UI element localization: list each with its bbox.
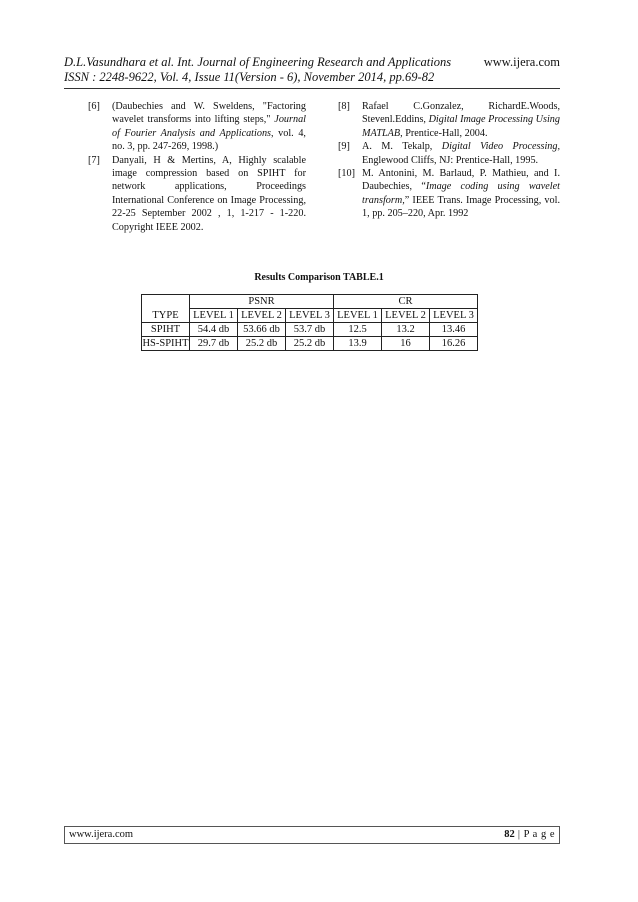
table-cell: 54.4 db: [190, 323, 238, 337]
table-header-level: LEVEL 1: [190, 309, 238, 323]
table-header-cr: CR: [334, 295, 478, 309]
references-left-column: [88, 100, 306, 234]
results-comparison-table: [141, 294, 478, 351]
reference-6: [6] (Daubechies and W. Sweldens, "Factoring wavelet transforms into lifting steps," Journal of Fourier Analysis and Applications, vol. 4, no. 3, pp. 247-269, 1998.): [88, 101, 306, 153]
table-header-level: LEVEL 2: [238, 309, 286, 323]
table-cell-type: SPIHT: [142, 323, 190, 337]
reference-7: [88, 154, 306, 234]
table-cell: 53.66 db: [238, 323, 286, 337]
footer-page-info: [504, 827, 555, 843]
table-cell: 25.2 db: [238, 337, 286, 351]
table-header-psnr: PSNR: [190, 295, 334, 309]
table-header-level: LEVEL 3: [430, 309, 478, 323]
reference-number: [8]: [338, 101, 350, 112]
reference-8: [8] Rafael C.Gonzalez, RichardE.Woods, Stevenl.Eddins, Digital Image Processing Using MATLAB, Prentice-Hall, 2004.: [338, 101, 560, 139]
footer-site-link[interactable]: www.ijera.com: [69, 829, 134, 840]
reference-number: [6]: [88, 101, 100, 112]
table-cell: 13.2: [382, 323, 430, 337]
table-cell: 16.26: [430, 337, 478, 351]
reference-10: [10] M. Antonini, M. Barlaud, P. Mathieu, and I. Daubechies, “Image coding using wavelet transform,” IEEE Trans. Image Processing, vol. 1, pp. 205–220, Apr. 1992: [338, 168, 560, 220]
table-cell: 12.5: [334, 323, 382, 337]
table-header-type: TYPE: [142, 295, 190, 323]
references-right-column: [338, 100, 560, 221]
reference-number: [10]: [338, 168, 355, 180]
reference-9: [9] A. M. Tekalp, Digital Video Processing, Englewood Cliffs, NJ: Prentice-Hall, 1995.: [338, 141, 561, 166]
table-cell-type: HS-SPIHT: [142, 338, 189, 349]
table-header-level: LEVEL 2: [382, 309, 430, 323]
header-divider: [64, 88, 560, 89]
reference-number: [9]: [338, 141, 350, 153]
table-cell: 29.7 db: [190, 337, 238, 351]
header-site-link[interactable]: www.ijera.com: [483, 55, 560, 69]
table-cell: 16: [382, 337, 430, 351]
table-cell: 13.9: [334, 337, 382, 351]
page-label: | P a g e: [517, 829, 555, 840]
page-footer: [64, 826, 560, 844]
table-row: [142, 337, 478, 351]
table-row: [142, 323, 478, 337]
reference-number: [7]: [88, 154, 100, 166]
header-journal-line: D.L.Vasundhara et al. Int. Journal of Engineering Research and Applications: [64, 55, 452, 69]
table-cell: 25.2 db: [286, 337, 334, 351]
table-cell: 13.46: [430, 323, 478, 337]
running-header: [64, 55, 560, 85]
header-issn-line: ISSN : 2248-9622, Vol. 4, Issue 11(Version - 6), November 2014, pp.69-82: [64, 70, 435, 84]
table-cell: 53.7 db: [286, 323, 334, 337]
table-header-level: LEVEL 3: [286, 309, 334, 323]
table-header-level: LEVEL 1: [334, 309, 382, 323]
page-number: 82: [504, 829, 515, 840]
reference-text: Danyali, H & Mertins, A, Highly scalable image compression based on SPIHT for network applications, Proceedings International Conference on Image Processing, 22-25 September 2002 , 1, 1-217 - 1-220. Copyright IEEE 2002.: [112, 154, 306, 233]
table-title: Results Comparison TABLE.1: [254, 272, 384, 283]
